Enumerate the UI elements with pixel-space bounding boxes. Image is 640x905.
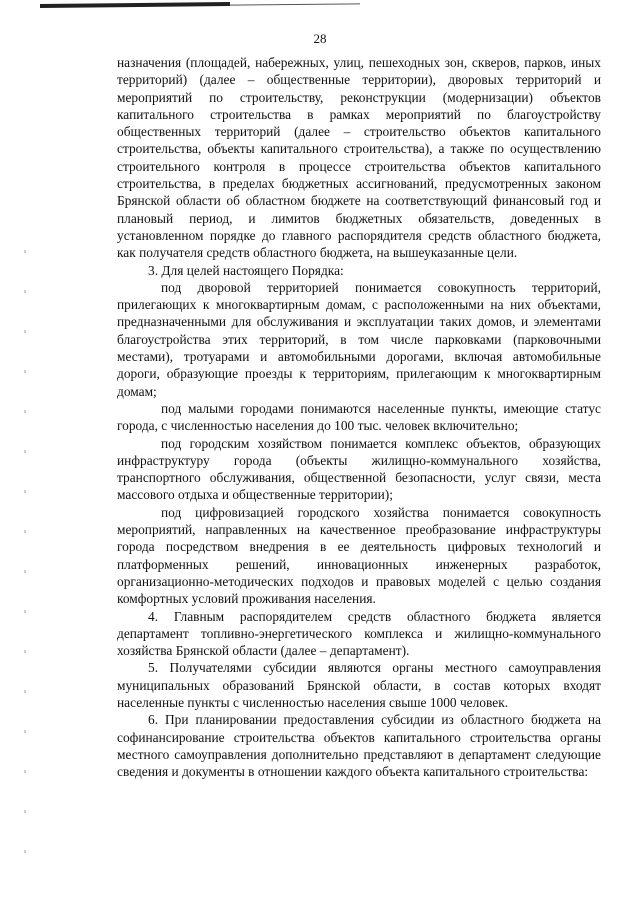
paragraph-continuation: назначения (площадей, набережных, улиц, пешеходных зон, скверов, парков, иных территорий) (далее – общественные территории), дворовых территорий и мероприятий по строительству, реконструкции (модернизации) объектов капитального строительства в рамках мероприятий по благоустройству общественных территорий (далее – строительство объектов капитального строительства, объекты капитального строительства), а также по осуществлению строительного контроля в процессе строительства объектов капитального строительства, в пределах бюджетных ассигнований, предусмотренных законом Брянской области об областном бюджете на соответствующий финансовый год и плановый период, и лимитов бюджетных обязательств, доведенных в установленном порядке до главного распорядителя средств областного бюджета, как получателя средств областного бюджета, на вышеуказанные цели. bbox=[117, 55, 601, 261]
paragraph-section-3: 3. Для целей настоящего Порядка: bbox=[148, 262, 344, 278]
document-body bbox=[117, 54, 601, 780]
scan-artifact-bar bbox=[40, 2, 230, 8]
paragraph-definition-urban-economy: под городским хозяйством понимается комплекс объектов, образующих инфраструктуру города (объекты жилищно-коммунального хозяйства, транспортного обслуживания, общественной безопасности, услуг связи, места массового отдыха и общественные территории); bbox=[117, 435, 601, 503]
paragraph-section-4: 4. Главным распорядителем средств областного бюджета является департамент топливно-энергетического комплекса и жилищно-коммунального хозяйства Брянской области (далее – департамент). bbox=[117, 608, 601, 659]
scan-artifact-line bbox=[230, 3, 360, 5]
page-number: 28 bbox=[313, 31, 327, 46]
paragraph-section-6: 6. При планировании предоставления субсидии из областного бюджета на софинансирование строительства объектов капитального строительства органы местного самоуправления дополнительно представляют в департамент следующие сведения и документы в отношении каждого объекта капитального строительства: bbox=[117, 712, 601, 780]
paragraph-section-5: 5. Получателями субсидии являются органы местного самоуправления муниципальных образований Брянской области, в состав которых входят населенные пункты с численностью населения свыше 1000 человек. bbox=[117, 660, 601, 710]
paragraph-definition-digitalization: под цифровизацией городского хозяйства понимается совокупность мероприятий, направленных на качественное преобразование инфраструктуры города посредством внедрения в ее деятельность цифровых технологий и платформенных решений, инновационных инженерных разработок, организационно-методических подходов и правовых моделей с целью создания комфортных условий проживания населения. bbox=[117, 504, 601, 607]
scan-edge-marks bbox=[24, 250, 26, 870]
paragraph-definition-courtyard: под дворовой территорией понимается совокупность территорий, прилегающих к многоквартирным домам, с расположенными на них объектами, предназначенными для обслуживания и эксплуатации таких домов, и элементами благоустройства этих территорий, в том числе парковками (парковочными местами), тротуарами и автомобильными дорогами, включая автомобильные дороги, образующие проезды к территориям, прилегающим к многоквартирным домам; bbox=[117, 279, 601, 399]
paragraph-definition-small-towns: под малыми городами понимаются населенные пункты, имеющие статус города, с численностью населения до 100 тыс. человек включительно; bbox=[117, 400, 601, 434]
